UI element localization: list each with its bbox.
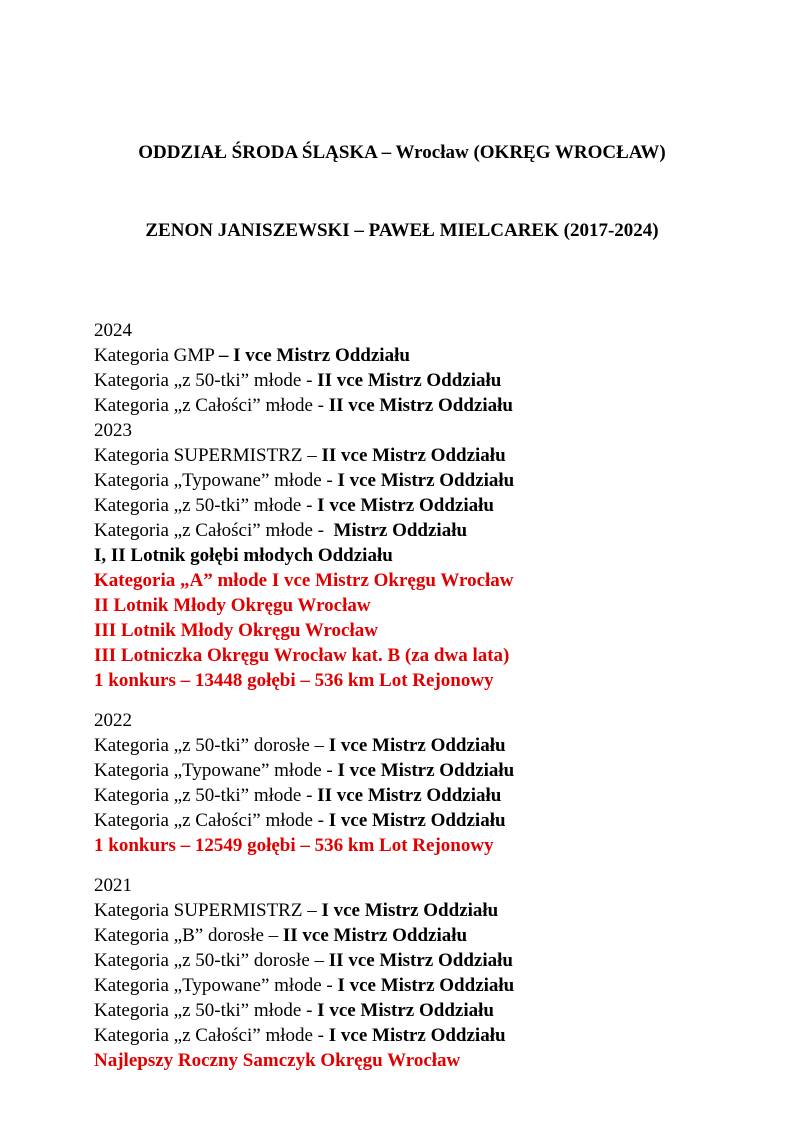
line-text: Kategoria „z 50-tki” młode - (94, 370, 318, 391)
line-text: Kategoria „z 50-tki” dorosłe – (94, 950, 329, 971)
year-heading: 2024 (94, 320, 132, 341)
line-text: Kategoria „z Całości” młode - (94, 395, 329, 416)
year-section-2023 (94, 418, 710, 693)
result-line (94, 343, 710, 368)
line-highlight-text: II Lotnik Młody Okręgu Wrocław (94, 595, 371, 616)
year-section-2024 (94, 318, 710, 418)
year-heading: 2023 (94, 420, 132, 441)
line-highlight-text: III Lotnik Młody Okręgu Wrocław (94, 620, 378, 641)
line-text: Kategoria „z 50-tki” młode - (94, 495, 318, 516)
highlight-result-line (94, 593, 710, 618)
highlight-result-line (94, 668, 710, 693)
result-line (94, 998, 710, 1023)
highlight-result-line (94, 1048, 710, 1073)
result-line (94, 783, 710, 808)
line-highlight-text: Mistrz Oddziału (333, 520, 468, 541)
line-highlight-text: – I vce Mistrz Oddziału (218, 345, 410, 366)
highlight-result-line (94, 568, 710, 593)
result-line (94, 808, 710, 833)
result-line (94, 898, 710, 923)
result-line (94, 758, 710, 783)
line-highlight-text: II vce Mistrz Oddziału (317, 785, 502, 806)
line-text: Kategoria „z 50-tki” młode - (94, 785, 318, 806)
result-line (94, 923, 710, 948)
result-line (94, 973, 710, 998)
line-highlight-text: II vce Mistrz Oddziału (321, 445, 506, 466)
result-line (94, 1023, 710, 1048)
line-highlight-text: I vce Mistrz Oddziału (337, 470, 515, 491)
result-line (94, 518, 710, 543)
year-heading: 2022 (94, 710, 132, 731)
line-highlight-text: II vce Mistrz Oddziału (282, 925, 468, 946)
title-line-2: ZENON JANISZEWSKI – PAWEŁ MIELCAREK (2017-2024) (145, 220, 659, 241)
line-highlight-text: Kategoria „A” młode I vce Mistrz Okręgu Wrocław (94, 570, 514, 591)
line-highlight-text: I, II Lotnik gołębi młodych Oddziału (94, 545, 393, 566)
line-highlight-text: I vce Mistrz Oddziału (328, 810, 506, 831)
line-text: Kategoria „z 50-tki” młode - (94, 1000, 318, 1021)
line-text: Kategoria SUPERMISTRZ – (94, 900, 322, 921)
result-line (94, 543, 710, 568)
year-heading: 2021 (94, 875, 132, 896)
document-title (94, 88, 710, 296)
title-line-1: ODDZIAŁ ŚRODA ŚLĄSKA – Wrocław (OKRĘG WROCŁAW) (138, 142, 666, 163)
year-section-2021 (94, 873, 710, 1073)
result-line (94, 468, 710, 493)
line-highlight-text: III Lotniczka Okręgu Wrocław kat. B (za dwa lata) (94, 645, 510, 666)
line-highlight-text: 1 konkurs – 12549 gołębi – 536 km Lot Rejonowy (94, 835, 494, 856)
line-text: Kategoria „z Całości” młode - (94, 1025, 329, 1046)
line-highlight-text: Najlepszy Roczny Samczyk Okręgu Wrocław (94, 1050, 461, 1071)
result-line (94, 493, 710, 518)
line-text: Kategoria GMP (94, 345, 219, 366)
line-text: Kategoria „Typowane” młode - (94, 470, 338, 491)
line-highlight-text: I vce Mistrz Oddziału (328, 1025, 506, 1046)
result-line (94, 948, 710, 973)
line-highlight-text: II vce Mistrz Oddziału (317, 370, 502, 391)
results-sections (94, 318, 710, 1073)
line-highlight-text: I vce Mistrz Oddziału (337, 760, 515, 781)
line-highlight-text: I vce Mistrz Oddziału (321, 900, 499, 921)
result-line (94, 368, 710, 393)
line-highlight-text: 1 konkurs – 13448 gołębi – 536 km Lot Rejonowy (94, 670, 494, 691)
line-text: Kategoria „z Całości” młode - (94, 520, 334, 541)
highlight-result-line (94, 618, 710, 643)
line-text: Kategoria „B” dorosłe – (94, 925, 283, 946)
line-text: Kategoria „Typowane” młode - (94, 975, 338, 996)
highlight-result-line (94, 833, 710, 858)
line-highlight-text: I vce Mistrz Oddziału (317, 1000, 494, 1021)
line-highlight-text: II vce Mistrz Oddziału (328, 950, 513, 971)
highlight-result-line (94, 643, 710, 668)
result-line (94, 393, 710, 418)
line-text: Kategoria SUPERMISTRZ – (94, 445, 322, 466)
line-highlight-text: I vce Mistrz Oddziału (328, 735, 506, 756)
line-highlight-text: II vce Mistrz Oddziału (328, 395, 513, 416)
line-text: Kategoria „Typowane” młode - (94, 760, 338, 781)
line-highlight-text: I vce Mistrz Oddziału (317, 495, 494, 516)
year-section-2022 (94, 708, 710, 858)
line-text: Kategoria „z 50-tki” dorosłe – (94, 735, 329, 756)
result-line (94, 443, 710, 468)
result-line (94, 733, 710, 758)
line-highlight-text: I vce Mistrz Oddziału (337, 975, 515, 996)
line-text: Kategoria „z Całości” młode - (94, 810, 329, 831)
